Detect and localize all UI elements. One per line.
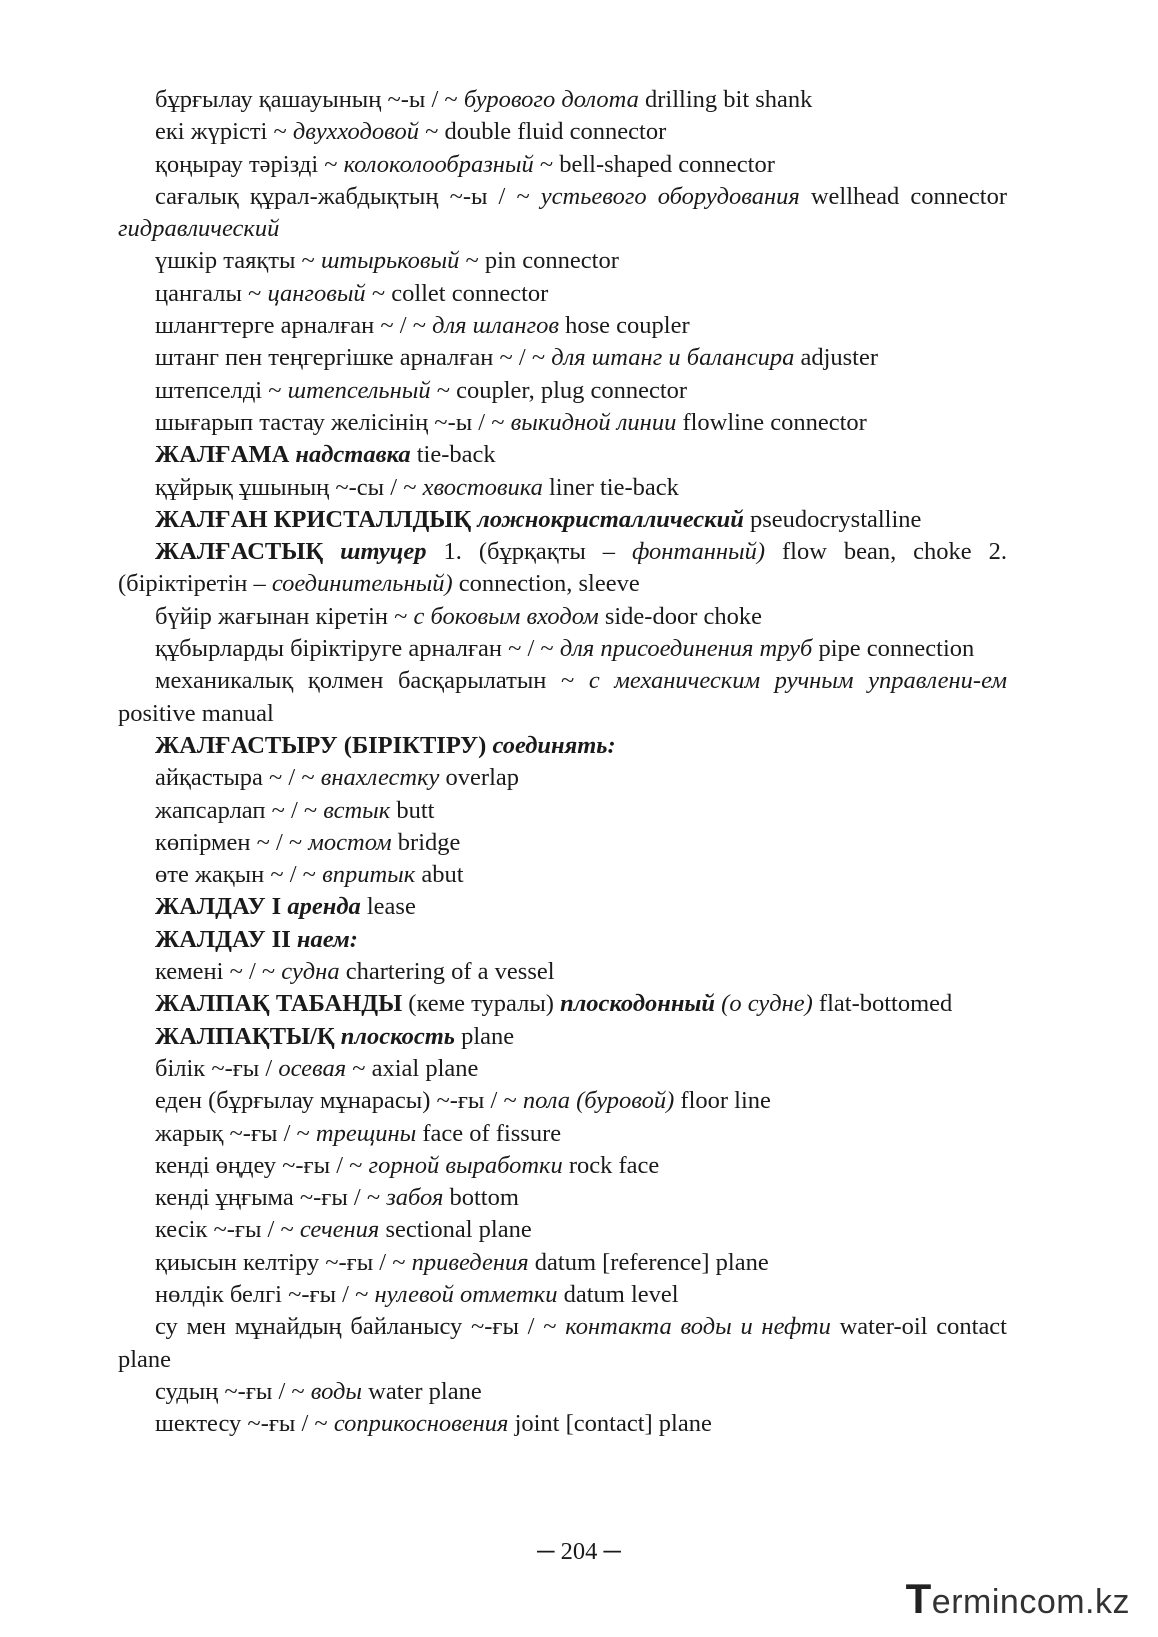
entry-text: үшкір таяқты ~ bbox=[155, 247, 321, 275]
dictionary-entry bbox=[118, 924, 1007, 956]
entry-text: көпірмен ~ / ~ bbox=[155, 828, 309, 856]
entry-russian-text: гидравлический bbox=[118, 215, 280, 243]
entry-text: (кеме туралы) bbox=[402, 990, 561, 1018]
entry-text: кенді ұңғыма ~-ғы / ~ bbox=[155, 1184, 387, 1212]
entry-russian-term: ложнокристаллический bbox=[477, 505, 744, 533]
dictionary-entry bbox=[118, 1085, 1007, 1117]
dictionary-entry bbox=[118, 827, 1007, 859]
entry-text: flat-bottomed bbox=[812, 990, 953, 1018]
entry-headword: ЖАЛПАҚТЫ/Қ bbox=[155, 1022, 341, 1050]
dictionary-entry bbox=[118, 601, 1007, 633]
entry-text: қоңырау тәрізді ~ bbox=[155, 150, 344, 178]
dictionary-entry bbox=[118, 1053, 1007, 1085]
dictionary-entry bbox=[118, 795, 1007, 827]
dictionary-entry bbox=[118, 762, 1007, 794]
entry-text: екі жүрісті ~ bbox=[155, 118, 293, 146]
entry-text: су мен мұнайдың байланысу ~-ғы / ~ bbox=[155, 1313, 566, 1341]
entry-russian-text: колоколообразный bbox=[343, 150, 534, 178]
dictionary-entry bbox=[118, 1247, 1007, 1279]
dictionary-entry bbox=[118, 1150, 1007, 1182]
entry-russian-text: осевая bbox=[278, 1054, 347, 1082]
entry-text: жарық ~-ғы / ~ bbox=[155, 1119, 316, 1147]
entry-text: өте жақын ~ / ~ bbox=[155, 861, 323, 889]
entry-russian-text: для присоединения труб bbox=[559, 635, 813, 663]
entry-text: connection, sleeve bbox=[452, 570, 640, 598]
entry-russian-text: сечения bbox=[299, 1216, 380, 1244]
entry-russian-text: бурового долота bbox=[463, 86, 639, 113]
entry-text: joint [contact] plane bbox=[508, 1410, 712, 1438]
entry-text: шығарып тастау желісінің ~-ы / ~ bbox=[155, 408, 511, 436]
entry-russian-text: фонтанный) bbox=[631, 538, 766, 566]
entry-text: бүйір жағынан кіретін ~ bbox=[155, 602, 414, 630]
dictionary-entry bbox=[118, 956, 1007, 988]
entry-text: судың ~-ғы / ~ bbox=[155, 1377, 311, 1405]
entry-russian-term: наем: bbox=[296, 925, 358, 953]
dictionary-entry bbox=[118, 439, 1007, 471]
entry-russian-text: нулевой отметки bbox=[374, 1280, 558, 1308]
entry-russian-text: цанговый bbox=[267, 279, 366, 307]
entry-headword: ЖАЛДАУ ІІ bbox=[155, 925, 297, 953]
entry-text: overlap bbox=[439, 764, 520, 792]
entry-text: шектесу ~-ғы / ~ bbox=[155, 1410, 334, 1438]
entry-headword: ЖАЛДАУ І bbox=[155, 893, 288, 921]
entry-text: pseudocrystalline bbox=[743, 505, 922, 533]
dictionary-entry bbox=[118, 149, 1007, 181]
entry-text: side-door choke bbox=[598, 602, 762, 630]
dictionary-entry bbox=[118, 310, 1007, 342]
entry-text: ~ axial plane bbox=[346, 1054, 479, 1082]
entry-headword: ЖАЛҒАМА bbox=[155, 441, 296, 469]
dictionary-entry bbox=[118, 730, 1007, 762]
entry-russian-text: впритык bbox=[322, 861, 416, 889]
entry-text: flow bean, choke 2. (біріктіретін – bbox=[118, 538, 1008, 598]
entry-russian-text: горной выработки bbox=[368, 1151, 563, 1179]
entry-russian-text: судна bbox=[281, 958, 340, 986]
entry-russian-text: с механическим ручным управлени-ем bbox=[588, 667, 1007, 695]
entry-russian-text: трещины bbox=[315, 1119, 417, 1147]
entry-text: штанг пен теңгергішке арналған ~ / ~ bbox=[155, 344, 552, 372]
entry-russian-text: пола (буровой) bbox=[522, 1087, 675, 1115]
entry-text: datum level bbox=[557, 1280, 679, 1308]
entry-text: ~ double fluid connector bbox=[418, 118, 667, 146]
entry-headword: ЖАЛҒАСТЫҚ bbox=[155, 538, 341, 566]
entry-text: sectional plane bbox=[379, 1216, 532, 1244]
dictionary-entry bbox=[118, 1021, 1007, 1053]
entry-text: tie-back bbox=[410, 441, 496, 469]
dictionary-entry bbox=[118, 891, 1007, 923]
entry-text: ~ bell-shaped connector bbox=[533, 150, 775, 178]
dictionary-entry bbox=[118, 1182, 1007, 1214]
entry-russian-text: (о судне) bbox=[721, 990, 813, 1018]
entry-text: еден (бұрғылау мұнарасы) ~-ғы / ~ bbox=[155, 1087, 523, 1115]
dictionary-entry bbox=[118, 633, 1007, 665]
dictionary-entry bbox=[118, 1376, 1007, 1408]
entry-text: ~ pin connector bbox=[459, 247, 619, 275]
entry-text: нөлдік белгі ~-ғы / ~ bbox=[155, 1280, 375, 1308]
entry-headword: ЖАЛҒАСТЫРУ (БІРІКТІРУ) bbox=[155, 731, 493, 759]
entry-russian-term: надставка bbox=[295, 441, 411, 469]
entry-russian-text: встык bbox=[323, 796, 391, 824]
entry-text: 1. (бұрқақты – bbox=[426, 538, 632, 566]
entry-text: қиысын келтіру ~-ғы / ~ bbox=[155, 1248, 412, 1276]
entry-text: білік ~-ғы / bbox=[155, 1054, 279, 1082]
entry-russian-text: внахлестку bbox=[320, 764, 440, 792]
entry-text: liner tie-back bbox=[542, 473, 679, 501]
entry-text: wellhead connector bbox=[799, 182, 1007, 210]
entry-russian-text: для штанг и балансира bbox=[551, 344, 795, 372]
entry-text: ~ collet connector bbox=[365, 279, 549, 307]
entry-text: abut bbox=[415, 861, 464, 889]
dictionary-entry bbox=[118, 1214, 1007, 1246]
entry-russian-text: с боковым входом bbox=[413, 602, 599, 630]
entry-russian-term: аренда bbox=[287, 893, 361, 921]
page-number: ─ 204 ─ bbox=[537, 1538, 621, 1565]
entry-text: drilling bit shank bbox=[638, 86, 813, 113]
dictionary-entry bbox=[118, 1279, 1007, 1311]
entry-text: шлангтерге арналған ~ / ~ bbox=[155, 312, 433, 340]
dictionary-entry bbox=[118, 665, 1007, 730]
dictionary-entry bbox=[118, 245, 1007, 277]
dictionary-entry bbox=[118, 536, 1007, 601]
dictionary-entry bbox=[118, 472, 1007, 504]
entry-text: datum [reference] plane bbox=[528, 1248, 769, 1276]
entry-text: water-oil contact plane bbox=[118, 1313, 1007, 1373]
dictionary-entry bbox=[118, 375, 1007, 407]
dictionary-entry bbox=[118, 116, 1007, 148]
entry-russian-term: плоскодонный bbox=[560, 990, 716, 1018]
entry-text: бұрғылау қашауының ~-ы / ~ bbox=[155, 86, 464, 113]
entry-russian-text: соприкосновения bbox=[333, 1410, 509, 1438]
entry-text: adjuster bbox=[794, 344, 879, 372]
entry-text: кенді өңдеу ~-ғы / ~ bbox=[155, 1151, 369, 1179]
entry-text: positive manual bbox=[118, 699, 274, 727]
entry-text: кесік ~-ғы / ~ bbox=[155, 1216, 300, 1244]
entry-headword: ЖАЛПАҚ ТАБАНДЫ bbox=[155, 990, 403, 1018]
dictionary-entry bbox=[118, 859, 1007, 891]
entry-text: bridge bbox=[391, 828, 461, 856]
entry-text: chartering of a vessel bbox=[339, 958, 555, 986]
dictionary-entry bbox=[118, 1118, 1007, 1150]
entry-russian-text: соединительный) bbox=[271, 570, 453, 598]
dictionary-entry bbox=[118, 407, 1007, 439]
entry-text: жапсарлап ~ / ~ bbox=[155, 796, 324, 824]
entry-russian-text: устьевого оборудования bbox=[540, 182, 800, 210]
dictionary-entry bbox=[118, 342, 1007, 374]
dictionary-entry bbox=[118, 504, 1007, 536]
entry-text: hose coupler bbox=[559, 312, 690, 340]
entry-text: сағалық құрал-жабдықтың ~-ы / ~ bbox=[155, 182, 541, 210]
entry-russian-text: штырьковый bbox=[320, 247, 460, 275]
entry-russian-text: выкидной линии bbox=[510, 408, 677, 436]
entry-russian-term: штуцер bbox=[340, 538, 427, 566]
entry-russian-text: штепсельный bbox=[287, 376, 431, 404]
entry-russian-text: приведения bbox=[411, 1248, 529, 1276]
dictionary-entry bbox=[118, 988, 1007, 1020]
entry-russian-text: для шлангов bbox=[432, 312, 560, 340]
entry-text: механикалық қолмен басқарылатын ~ bbox=[155, 667, 589, 695]
entry-russian-text: контакта воды и нефти bbox=[565, 1313, 831, 1341]
dictionary-entry bbox=[118, 1311, 1007, 1376]
entry-russian-text: мостом bbox=[308, 828, 392, 856]
entry-russian-text: забоя bbox=[386, 1184, 444, 1212]
watermark-rest: ermincom.kz bbox=[931, 1583, 1130, 1621]
entry-text: flowline connector bbox=[676, 408, 867, 436]
entry-russian-text: воды bbox=[310, 1377, 363, 1405]
entry-text: butt bbox=[390, 796, 435, 824]
entry-russian-term: соединять: bbox=[492, 731, 616, 759]
watermark-lead: T bbox=[905, 1575, 932, 1622]
dictionary-entry bbox=[118, 84, 1007, 116]
entry-text: кемені ~ / ~ bbox=[155, 958, 282, 986]
entry-russian-text: хвостовика bbox=[422, 473, 543, 501]
entry-text: цангалы ~ bbox=[155, 279, 268, 307]
entry-text: rock face bbox=[562, 1151, 660, 1179]
entry-text: floor line bbox=[674, 1087, 771, 1115]
entry-text: plane bbox=[454, 1022, 515, 1050]
entry-text: құбырларды біріктіруге арналған ~ / ~ bbox=[155, 635, 560, 663]
entry-text: ~ coupler, plug connector bbox=[430, 376, 688, 404]
site-watermark bbox=[906, 1575, 1130, 1623]
entry-russian-term: плоскость bbox=[340, 1022, 455, 1050]
entry-text: lease bbox=[360, 893, 416, 921]
entry-text: штепселді ~ bbox=[155, 376, 288, 404]
entry-text: айқастыра ~ / ~ bbox=[155, 764, 321, 792]
entry-text: water plane bbox=[362, 1377, 482, 1405]
entry-text: face of fissure bbox=[416, 1119, 562, 1147]
dictionary-entry bbox=[118, 1408, 1007, 1440]
entry-text: bottom bbox=[443, 1184, 519, 1212]
dictionary-entry bbox=[118, 278, 1007, 310]
dictionary-page bbox=[118, 84, 1007, 1440]
entry-text: құйрық ұшының ~-сы / ~ bbox=[155, 473, 423, 501]
entry-text: pipe connection bbox=[812, 635, 975, 663]
entry-headword: ЖАЛҒАН КРИСТАЛЛДЫҚ bbox=[155, 505, 478, 533]
dictionary-entry bbox=[118, 181, 1007, 246]
entry-russian-text: двухходовой bbox=[292, 118, 419, 146]
